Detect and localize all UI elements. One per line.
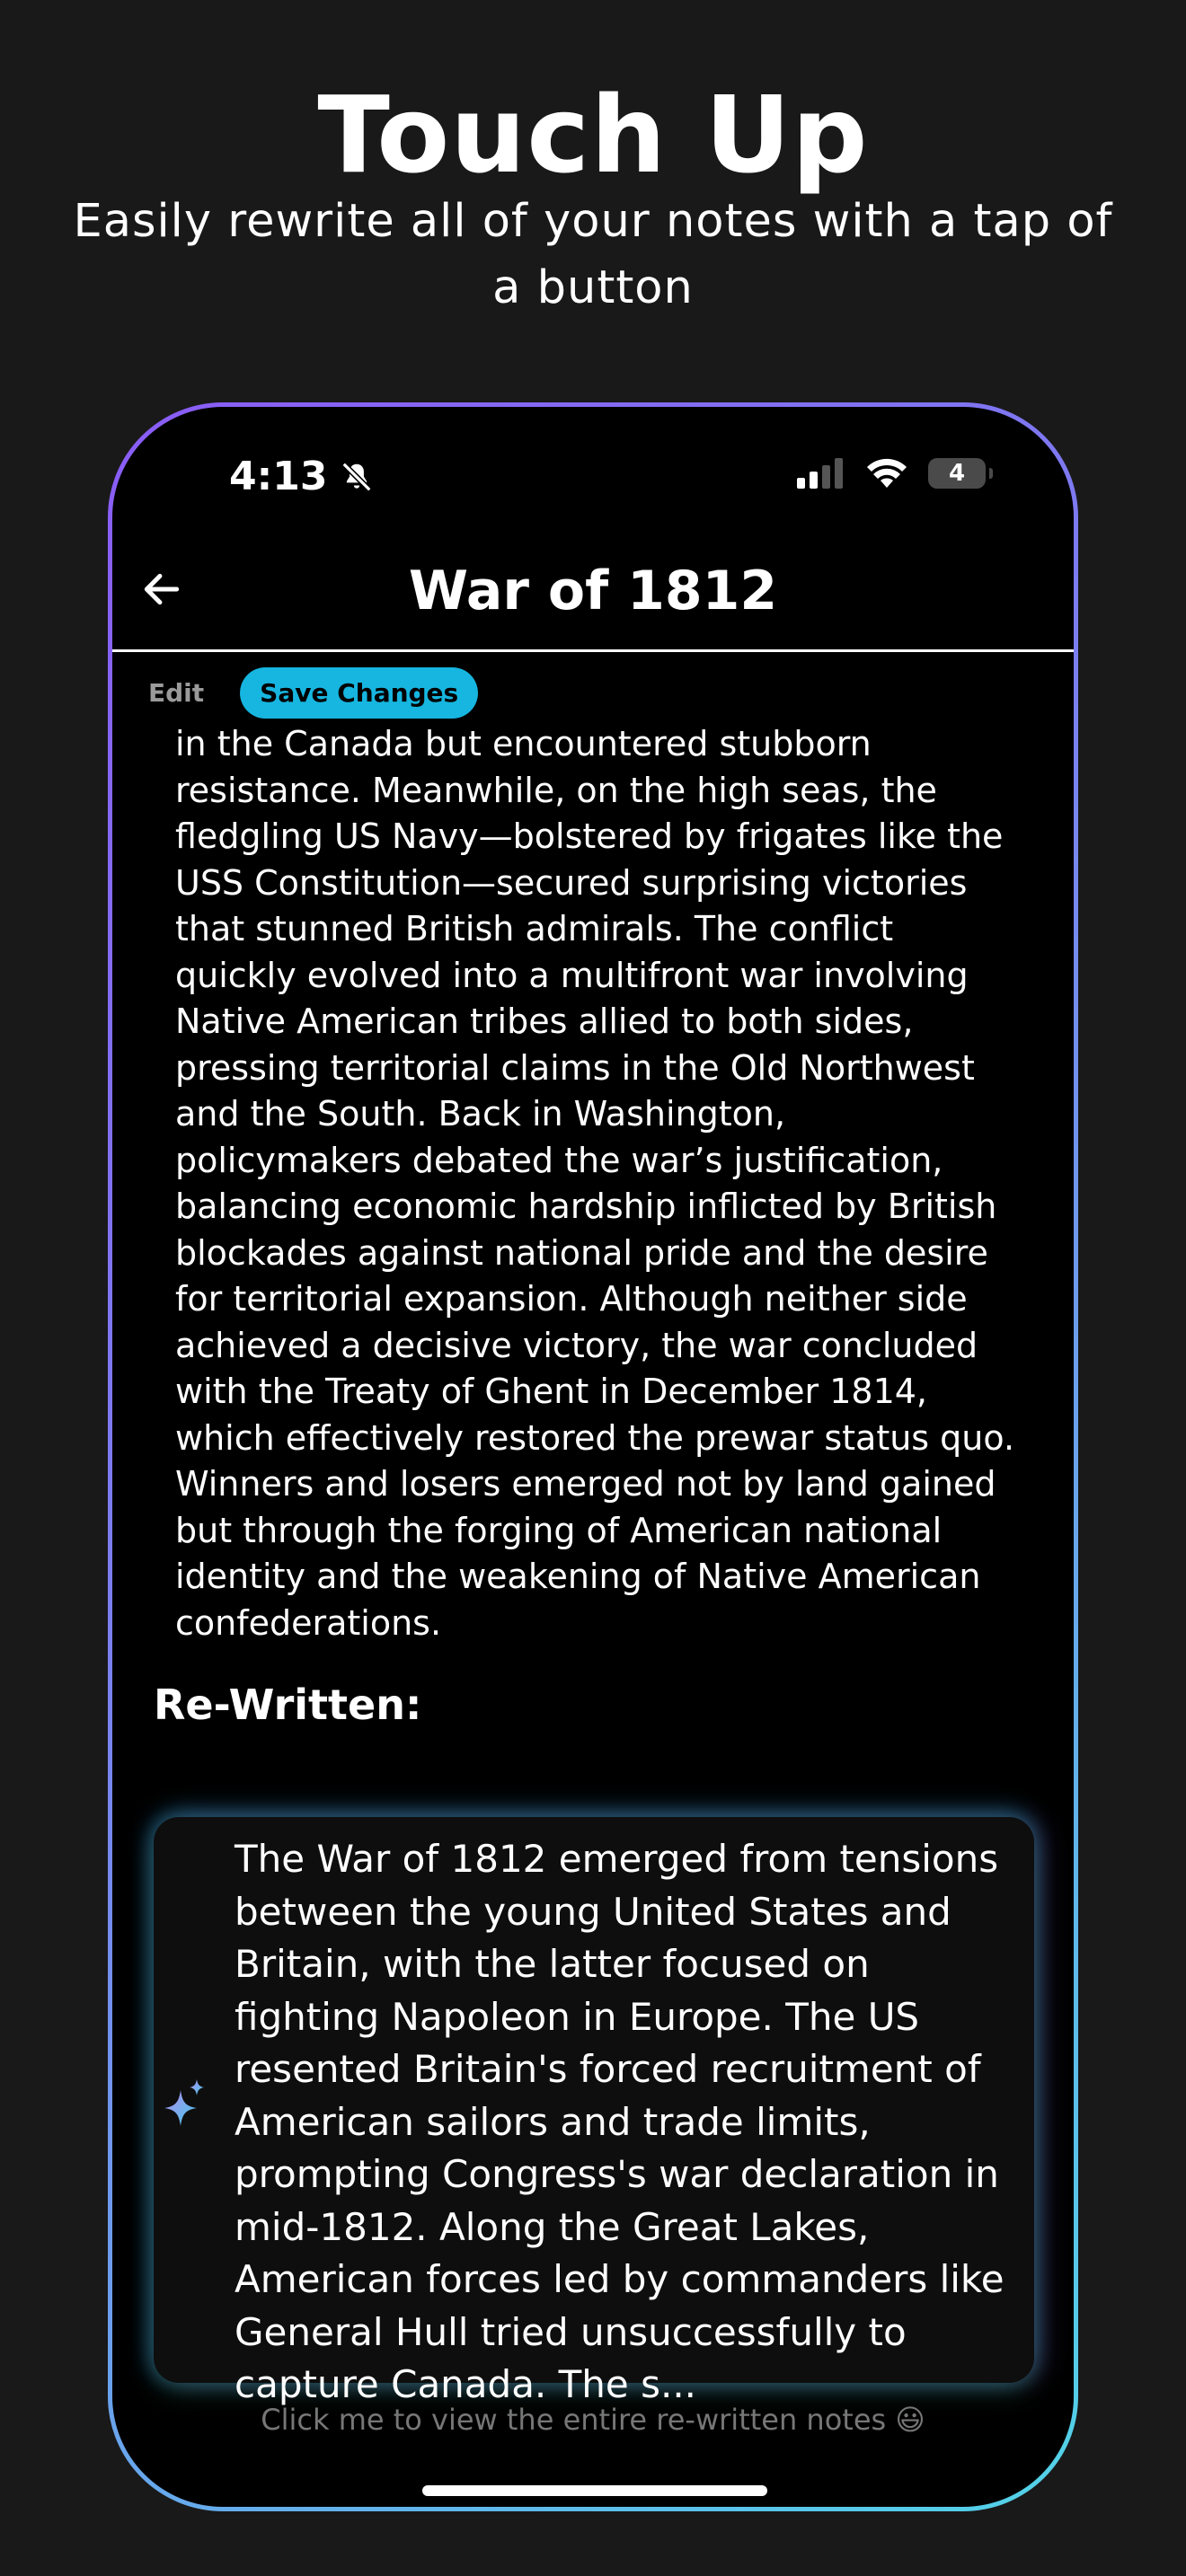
phone-frame: [108, 402, 1078, 2511]
status-bar-right: [797, 457, 986, 490]
rewritten-card[interactable]: [154, 1817, 1034, 2406]
bell-slash-icon: [340, 460, 374, 494]
original-notes-text: in the Canada but encountered stubborn resistance. Meanwhile, on the high seas, the fledgling US Navy—bolstered by frigates like the USS Constitution—secured surprising victories that stunned British admirals. The conflict quickly evolved into a multifront war involving Native American tribes allied to both sides, pressing territorial claims in the Old Northwest and the South. Back in Washington, policymakers debated the war’s justification, balancing economic hardship inflicted by British blockades against national pride and the desire for territorial expansion. Although neither side achieved a decisive victory, the war concluded with the Treaty of Ghent in December 1814, which effectively restored the prewar status quo. Winners and losers emerged not by land gained but through the forging of American national identity and the weakening of Native American confederations.: [175, 724, 1015, 1643]
sparkle-icon: [164, 2078, 206, 2128]
edit-button[interactable]: Edit: [148, 678, 205, 708]
promo-subtitle: Easily rewrite all of your notes with a tap of a button: [73, 195, 1113, 314]
save-changes-button[interactable]: Save Changes: [240, 667, 478, 719]
promo-title: Touch Up: [317, 73, 869, 197]
header-bar: [112, 533, 1074, 652]
status-time: 4:13: [229, 454, 328, 499]
rewritten-heading: Re-Written:: [154, 1681, 422, 1729]
editor-toolbar: [148, 667, 478, 719]
signal-icon: [797, 458, 845, 489]
rewritten-text: The War of 1812 emerged from tensions between the young United States and Britain, with the latter focused on fighting Napoleon in Europe. The US resented Britain's forced recruitment of American sailors and trade limits, prompting Congress's war declaration in mid-1812. Along the Great Lakes, American forces led by commanders like General Hull tried unsuccessfully to capture Canada. The s...: [235, 1837, 1005, 2406]
status-bar-left: [229, 454, 374, 499]
wifi-icon: [865, 457, 908, 490]
view-full-notes-link[interactable]: Click me to view the entire re-written notes 😃: [261, 2403, 925, 2437]
original-notes[interactable]: [175, 724, 1020, 1664]
page-title: War of 1812: [408, 560, 778, 622]
home-indicator: [422, 2485, 767, 2496]
battery-level: 4: [948, 460, 966, 487]
phone-screen: [112, 407, 1074, 2507]
battery-icon: [928, 458, 986, 489]
